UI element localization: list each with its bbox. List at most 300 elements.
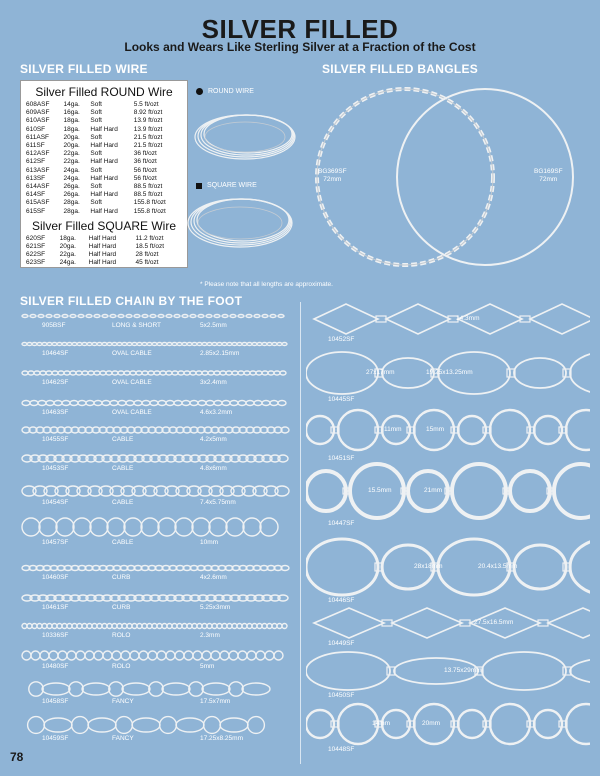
chain-link xyxy=(107,518,125,536)
chain-type: ROLO xyxy=(112,663,131,670)
chain-link xyxy=(490,410,530,450)
chain-code: 10464SF xyxy=(42,350,69,357)
chain-link xyxy=(90,518,108,536)
chain-link xyxy=(232,371,238,375)
chain-link xyxy=(86,315,92,318)
chain-link xyxy=(112,651,121,660)
chain-link xyxy=(192,343,197,346)
wire-table-cell: 614SF xyxy=(26,191,46,199)
wire-table-cell: 5.5 ft/ozt xyxy=(133,101,159,108)
chain-link xyxy=(94,371,100,375)
chain-link xyxy=(248,717,265,734)
chain-link xyxy=(514,545,566,589)
wire-table-cell: 28 ft/ozt xyxy=(135,251,159,259)
wire-table-cell: Half Hard xyxy=(90,125,118,133)
wire-table-cell: 18.5 ft/ozt xyxy=(135,243,164,251)
chain-link xyxy=(22,624,27,629)
chain-link xyxy=(22,343,27,346)
chain-link xyxy=(102,401,110,406)
chain-type: FANCY xyxy=(112,698,134,705)
chain-link xyxy=(193,651,202,660)
chain-type: CURB xyxy=(112,604,131,611)
chain-link xyxy=(52,371,58,375)
chain-type: OVAL CABLE xyxy=(112,350,152,357)
chain-link xyxy=(270,315,276,318)
chain-size: 7.4x5.75mm xyxy=(200,499,236,506)
wire-table-cell: Half Hard xyxy=(90,191,118,199)
chain-link xyxy=(142,371,148,375)
chain-link xyxy=(110,401,118,406)
chain-link xyxy=(306,471,346,511)
chain-image xyxy=(306,302,590,336)
chain-link xyxy=(158,401,166,406)
chain-image xyxy=(20,620,290,632)
wire-table-row xyxy=(25,259,183,267)
round-wire-table xyxy=(25,101,183,216)
wire-table-cell: 20ga. xyxy=(63,133,80,141)
chain-code: 10449SF xyxy=(328,640,355,647)
chain-item xyxy=(20,310,290,334)
chain-link xyxy=(132,343,137,346)
chain-link xyxy=(82,624,87,629)
chain-link xyxy=(392,608,462,638)
square-wire-table-title: Silver Filled SQUARE Wire xyxy=(31,218,177,233)
chain-link xyxy=(274,651,283,660)
chain-image xyxy=(20,715,290,735)
chain-code: 10457SF xyxy=(42,539,69,546)
chain-link xyxy=(126,315,132,318)
wire-table-cell: 612ASF xyxy=(26,150,50,158)
chain-link xyxy=(250,371,256,375)
chain-size: 20.4x13.5mm xyxy=(478,563,518,570)
chain-link xyxy=(306,416,334,444)
chain-size: 17.5x7mm xyxy=(200,698,231,705)
chain-item xyxy=(20,424,290,448)
chain-type: OVAL CABLE xyxy=(112,409,152,416)
wire-table-cell: Half Hard xyxy=(88,243,117,251)
chain-link xyxy=(56,518,74,536)
chain-item xyxy=(20,483,290,511)
chain-code: 10445SF xyxy=(328,396,355,403)
chain-link xyxy=(46,371,52,375)
chain-link xyxy=(262,371,268,375)
wire-table-cell: Half Hard xyxy=(88,259,117,267)
chain-link xyxy=(124,518,142,536)
chain-size: 5x2.5mm xyxy=(200,322,227,329)
chain-link xyxy=(136,371,142,375)
chain-link xyxy=(222,315,228,318)
chain-link xyxy=(306,539,378,595)
wire-table-cell: Soft xyxy=(90,150,102,158)
chain-link xyxy=(187,624,192,629)
wire-table-cell: 8.92 ft/ozt xyxy=(133,109,163,117)
chain-link xyxy=(150,401,158,406)
chain-link xyxy=(314,608,384,638)
chain-link xyxy=(87,343,92,346)
chain-link xyxy=(134,401,142,406)
chain-link xyxy=(242,624,247,629)
chain-link xyxy=(148,371,154,375)
wire-table-row xyxy=(25,126,183,134)
chain-link xyxy=(246,401,254,406)
chain-link xyxy=(257,624,262,629)
chain-link xyxy=(237,343,242,346)
wire-table-row xyxy=(25,183,183,191)
chain-link xyxy=(229,682,243,696)
chain-link xyxy=(172,343,177,346)
chain-link xyxy=(54,315,60,318)
chain-link xyxy=(158,315,164,318)
chain-code: 10454SF xyxy=(42,499,69,506)
chain-link xyxy=(306,652,390,690)
chain-link xyxy=(238,315,244,318)
chain-link xyxy=(126,401,134,406)
chain-link xyxy=(73,518,91,536)
chain-image xyxy=(20,562,290,574)
chain-type: ROLO xyxy=(112,632,131,639)
bangle-label-2: BG169SF 72mm xyxy=(534,168,563,183)
chain-image xyxy=(20,515,290,539)
chain-link xyxy=(202,651,211,660)
chain-item xyxy=(20,592,290,616)
chain-link xyxy=(118,315,124,318)
chain-link xyxy=(46,401,54,406)
chain-link xyxy=(570,352,590,394)
chain-link xyxy=(69,682,83,696)
section-heading-chain: SILVER FILLED CHAIN BY THE FOOT xyxy=(20,294,243,308)
chain-link xyxy=(154,371,160,375)
chain-link xyxy=(554,464,590,518)
chain-size: 5mm xyxy=(200,663,215,670)
chain-link xyxy=(184,371,190,375)
round-wire-legend xyxy=(196,88,254,95)
chain-link xyxy=(452,464,506,518)
wire-table-cell: Soft xyxy=(90,183,102,191)
chain-size: 5.25x3mm xyxy=(200,604,231,611)
chain-link xyxy=(112,343,117,346)
chain-item xyxy=(20,515,290,551)
chain-link xyxy=(167,343,172,346)
chain-link xyxy=(130,651,139,660)
chain-link xyxy=(118,371,124,375)
chain-link xyxy=(220,718,248,732)
chain-link xyxy=(22,651,31,660)
chain-link xyxy=(67,624,72,629)
wire-table-row xyxy=(25,199,183,207)
wire-table-row xyxy=(25,208,183,216)
chain-link xyxy=(262,624,267,629)
chain-link xyxy=(272,343,277,346)
chain-link xyxy=(137,624,142,629)
chain-link xyxy=(277,343,282,346)
chain-link xyxy=(121,651,130,660)
chain-link xyxy=(102,343,107,346)
chain-link xyxy=(127,343,132,346)
chain-link xyxy=(262,315,268,318)
chain-link xyxy=(222,624,227,629)
chain-type: OVAL CABLE xyxy=(112,379,152,386)
wire-table-cell: 20ga. xyxy=(63,142,80,150)
chain-link xyxy=(198,315,204,318)
chain-link xyxy=(78,401,86,406)
chain-link xyxy=(530,304,590,334)
chain-link xyxy=(22,315,28,318)
wire-table-cell: 56 ft/ozt xyxy=(133,174,157,182)
wire-table-cell: 18ga. xyxy=(63,125,80,133)
chain-link xyxy=(207,624,212,629)
chain-link xyxy=(102,624,107,629)
chain-link xyxy=(47,624,52,629)
chain-link xyxy=(117,624,122,629)
chain-link xyxy=(178,371,184,375)
chain-link xyxy=(160,371,166,375)
chain-link xyxy=(202,624,207,629)
chain-item xyxy=(306,650,590,704)
chain-link xyxy=(182,315,188,318)
chain-link xyxy=(202,343,207,346)
chain-link xyxy=(28,371,34,375)
chain-link xyxy=(72,343,77,346)
chain-link xyxy=(116,717,133,734)
chain-link xyxy=(458,416,486,444)
wire-table-cell: Soft xyxy=(90,166,102,174)
chain-code: 10453SF xyxy=(42,465,69,472)
chain-link xyxy=(222,401,230,406)
wire-table-cell: 613ASF xyxy=(26,166,50,174)
chain-size: 2.3mm xyxy=(200,632,220,639)
page-subtitle: Looks and Wears Like Sterling Silver at a Fraction of the Cost xyxy=(124,40,476,54)
chain-image xyxy=(20,592,290,604)
chain-link xyxy=(141,518,159,536)
chain-link xyxy=(152,624,157,629)
chain-code: 10452SF xyxy=(328,336,355,343)
wire-table-cell: 20ga. xyxy=(59,243,76,251)
chain-link xyxy=(214,401,222,406)
chain-link xyxy=(70,315,76,318)
chain-link xyxy=(256,371,262,375)
chain-link xyxy=(277,624,282,629)
chain-type: LONG & SHORT xyxy=(112,322,162,329)
wire-table-cell: 24ga. xyxy=(63,174,80,182)
chain-link xyxy=(166,371,172,375)
chain-link xyxy=(107,624,112,629)
chain-link xyxy=(38,315,44,318)
chain-code: 10455SF xyxy=(42,436,69,443)
chain-link xyxy=(177,343,182,346)
wire-table-cell: 88.5 ft/ozt xyxy=(133,183,163,191)
chain-type: CABLE xyxy=(112,539,134,546)
chain-image xyxy=(20,452,290,465)
chain-link xyxy=(214,315,220,318)
wire-table-row xyxy=(25,101,183,109)
chain-link xyxy=(82,343,87,346)
chain-link xyxy=(197,343,202,346)
wire-table-cell: Soft xyxy=(90,117,102,125)
chain-link xyxy=(67,651,76,660)
chain-link xyxy=(42,343,47,346)
chain-link xyxy=(202,683,230,695)
chain-link xyxy=(100,371,106,375)
wire-table-cell: 610SF xyxy=(26,125,46,133)
wire-table-cell: Soft xyxy=(90,109,102,117)
chain-link xyxy=(220,371,226,375)
chain-link xyxy=(167,624,172,629)
wire-table-row xyxy=(25,142,183,150)
chain-link xyxy=(182,624,187,629)
chain-size: 17.25x8.25mm xyxy=(200,735,243,742)
chain-link xyxy=(175,518,193,536)
chain-code: 905BSF xyxy=(42,322,66,329)
chain-link xyxy=(510,471,550,511)
chain-link xyxy=(54,401,62,406)
chain-link xyxy=(142,343,147,346)
chain-link xyxy=(82,371,88,375)
chain-link xyxy=(147,343,152,346)
chain-link xyxy=(77,343,82,346)
chain-link xyxy=(124,371,130,375)
chain-link xyxy=(152,343,157,346)
wire-table-row xyxy=(25,109,183,117)
chain-image xyxy=(306,537,590,597)
chain-link xyxy=(214,371,220,375)
wire-table-cell: 18ga. xyxy=(63,117,80,125)
chain-link xyxy=(548,608,590,638)
wire-table-cell: 621SF xyxy=(26,243,46,251)
wire-table-cell: 611ASF xyxy=(26,133,50,141)
chain-link xyxy=(132,718,160,732)
chain-image xyxy=(306,462,590,520)
wire-table-row xyxy=(25,158,183,166)
chain-link xyxy=(570,539,590,595)
chain-image xyxy=(20,367,290,379)
chain-link xyxy=(306,710,334,738)
chain-link xyxy=(278,401,286,406)
wire-table-cell: 45 ft/ozt xyxy=(135,259,159,267)
chain-link xyxy=(85,651,94,660)
chain-link xyxy=(246,315,252,318)
chain-link xyxy=(238,401,246,406)
chain-code: 10451SF xyxy=(328,455,355,462)
chain-link xyxy=(32,624,37,629)
chain-link xyxy=(32,343,37,346)
chain-link xyxy=(130,371,136,375)
chain-code: 10461SF xyxy=(42,604,69,611)
chain-link xyxy=(192,518,210,536)
wire-table-cell: Half Hard xyxy=(88,234,117,242)
chain-link xyxy=(280,371,286,375)
chain-item xyxy=(306,462,590,532)
wire-table-cell: 155.8 ft/ozt xyxy=(133,207,166,215)
round-wire-legend-label: ROUND WIRE xyxy=(208,88,254,95)
round-bullet-icon xyxy=(196,88,203,95)
chain-link xyxy=(37,343,42,346)
wire-table-cell: 88.5 ft/ozt xyxy=(133,191,163,199)
chain-link xyxy=(260,518,278,536)
chain-link xyxy=(275,486,289,496)
length-note: * Please note that all lengths are approximate. xyxy=(200,281,333,288)
wire-table-cell: 26ga. xyxy=(63,183,80,191)
chain-link xyxy=(162,683,190,695)
chain-code: 10463SF xyxy=(42,409,69,416)
wire-table-cell: 622SF xyxy=(26,251,46,259)
chain-link xyxy=(257,343,262,346)
chain-link xyxy=(226,371,232,375)
square-wire-table xyxy=(25,235,183,268)
wire-table-row xyxy=(25,175,183,183)
chain-link xyxy=(190,315,196,318)
chain-size: 2.85x2.15mm xyxy=(200,350,240,357)
wire-table-cell: 18ga. xyxy=(59,234,76,242)
wire-table-cell: 14ga. xyxy=(63,101,80,108)
wire-table-cell: 612SF xyxy=(26,158,46,166)
chain-link xyxy=(70,371,76,375)
wire-coils-image xyxy=(180,95,300,270)
chain-link xyxy=(107,343,112,346)
chain-size: 21mm xyxy=(424,487,443,494)
chain-link xyxy=(254,401,262,406)
chain-link xyxy=(386,304,450,334)
chain-item xyxy=(306,302,590,348)
chain-link xyxy=(86,401,94,406)
chain-link xyxy=(272,624,277,629)
chain-link xyxy=(227,343,232,346)
round-wire-table-title: Silver Filled ROUND Wire xyxy=(35,85,173,99)
wire-table-cell: 13.9 ft/ozt xyxy=(133,125,163,133)
chain-link xyxy=(247,343,252,346)
chain-link xyxy=(40,651,49,660)
chain-link xyxy=(142,401,150,406)
chain-link xyxy=(39,518,57,536)
chain-link xyxy=(88,718,116,732)
chain-item xyxy=(20,338,290,362)
chain-image xyxy=(20,310,290,322)
wire-table-cell: 22ga. xyxy=(63,150,80,158)
chain-link xyxy=(27,624,32,629)
chain-link xyxy=(139,651,148,660)
chain-link xyxy=(42,624,47,629)
chain-link xyxy=(109,682,123,696)
chain-link xyxy=(52,343,57,346)
chain-size: 20mm xyxy=(422,720,441,727)
chain-link xyxy=(232,343,237,346)
chain-link xyxy=(229,651,238,660)
wire-table-cell: 620SF xyxy=(26,234,46,242)
wire-table-cell: Soft xyxy=(90,101,102,108)
chain-link xyxy=(150,315,156,318)
chain-type: CABLE xyxy=(112,465,134,472)
section-heading-bangles: SILVER FILLED BANGLES xyxy=(322,62,479,76)
chain-link xyxy=(192,624,197,629)
chain-link xyxy=(175,651,184,660)
chain-item xyxy=(20,715,290,747)
chain-code: 10459SF xyxy=(42,735,69,742)
chain-link xyxy=(34,371,40,375)
chain-link xyxy=(238,371,244,375)
chain-image xyxy=(306,606,590,640)
wire-table-cell: 22ga. xyxy=(59,251,76,259)
chain-link xyxy=(237,624,242,629)
section-heading-wire: SILVER FILLED WIRE xyxy=(20,62,148,76)
chain-link xyxy=(243,518,261,536)
chain-link xyxy=(30,315,36,318)
chain-item xyxy=(306,350,590,408)
chain-link xyxy=(252,343,257,346)
square-wire-legend-label: SQUARE WIRE xyxy=(207,182,257,189)
chain-image xyxy=(20,680,290,698)
chain-item xyxy=(20,680,290,710)
chain-link xyxy=(77,624,82,629)
chain-link xyxy=(267,624,272,629)
